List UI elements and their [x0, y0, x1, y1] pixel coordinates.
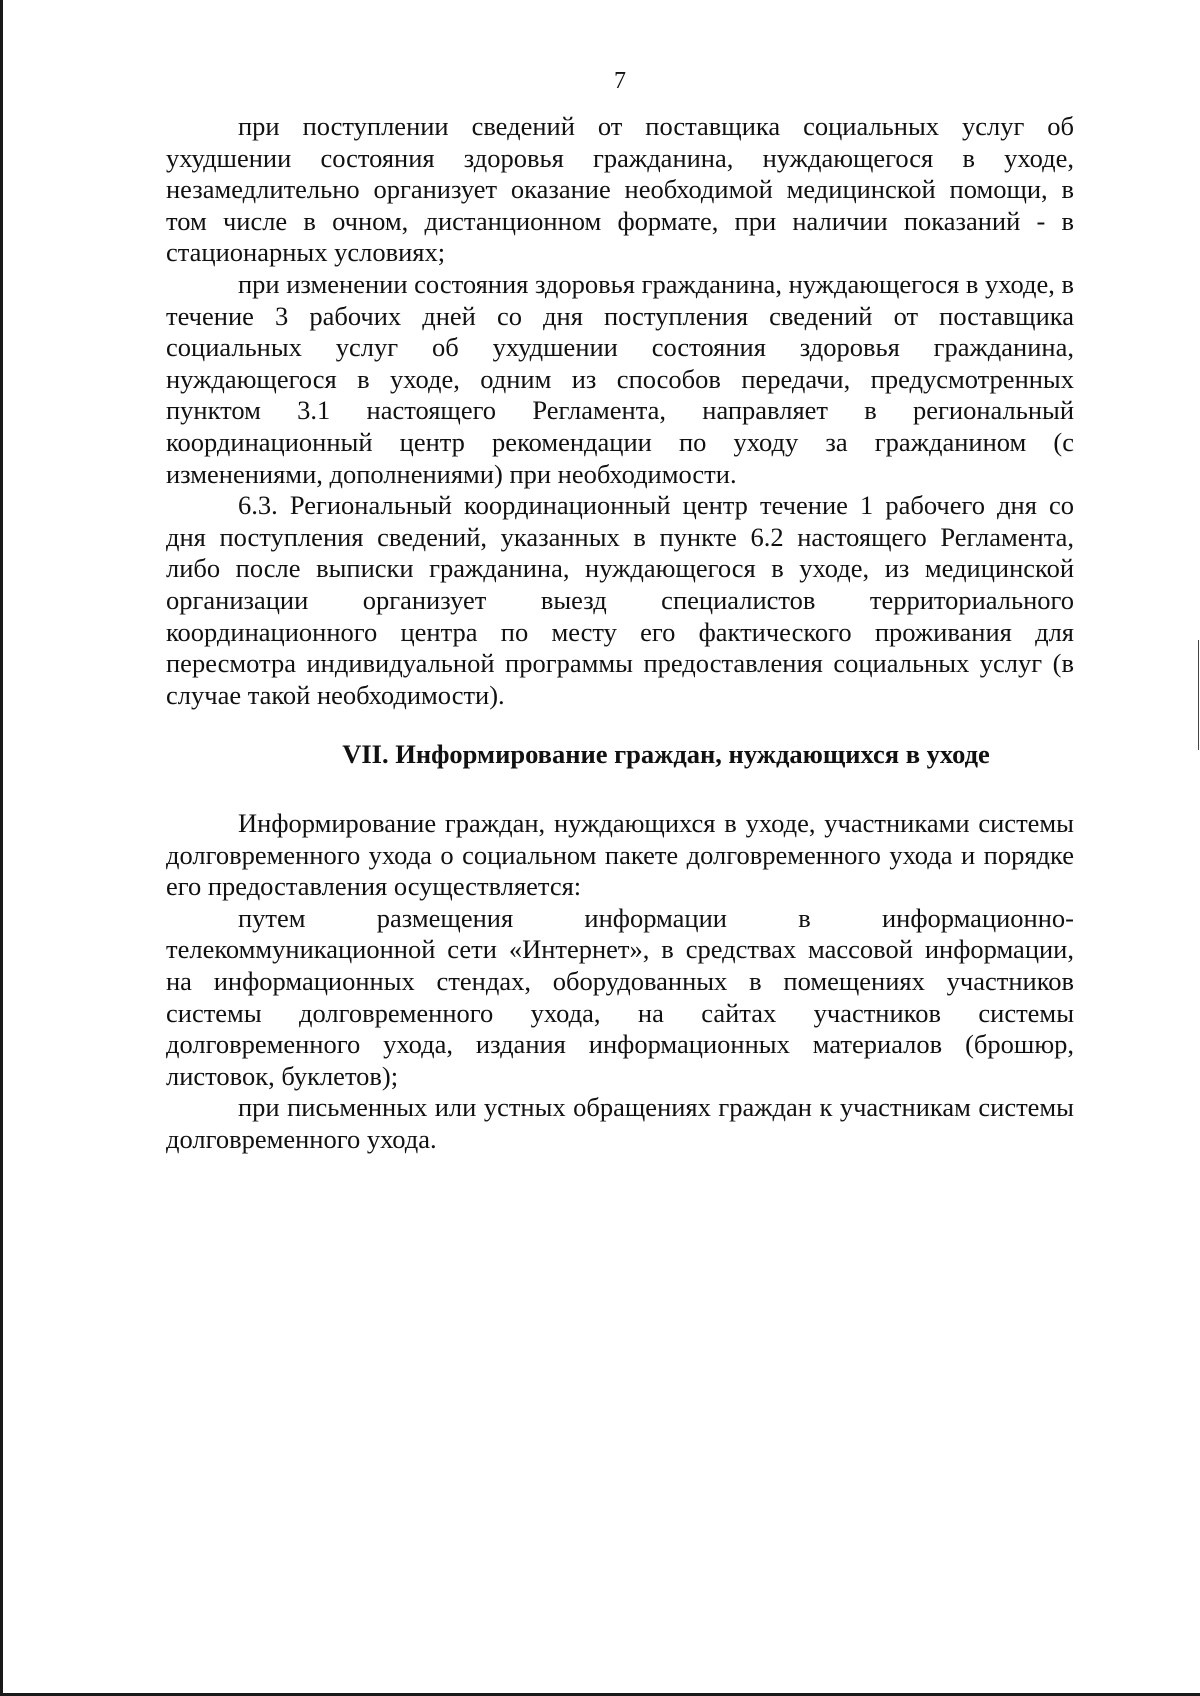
section-heading: VII. Информирование граждан, нуждающихся в уходе	[342, 739, 990, 769]
paragraph: путем размещения информации в информационно-телекоммуникационной сети «Интернет», в средствах массовой информации, на информационных стендах, оборудованных в помещениях участников системы долговременного ухода, на сайтах участников системы долговременного ухода, издания информационных материалов (брошюр, листовок, буклетов);	[166, 902, 1074, 1091]
paragraph: 6.3. Региональный координационный центр течение 1 рабочего дня со дня поступления сведений, указанных в пункте 6.2 настоящего Регламента, либо после выписки гражданина, нуждающегося в уходе, из медицинской организации организует выезд специалистов территориального координационного центра по месту его фактического проживания для пересмотра индивидуальной программы предоставления социальных услуг (в случае такой необходимости).	[166, 490, 1074, 710]
scan-edge-mark	[1198, 640, 1199, 750]
page-number: 7	[614, 68, 626, 94]
section-6-text	[166, 111, 1074, 711]
section-7-text	[166, 808, 1074, 1156]
paragraph: при изменении состояния здоровья гражданина, нуждающегося в уходе, в течение 3 рабочих дней со дня поступления сведений от поставщика социальных услуг об ухудшении состояния здоровья гражданина, нуждающегося в уходе, одним из способов передачи, предусмотренных пунктом 3.1 настоящего Регламента, направляет в региональный координационный центр рекомендации по уходу за гражданином (с изменениями, дополнениями) при необходимости.	[166, 268, 1074, 489]
paragraph: Информирование граждан, нуждающихся в уходе, участниками системы долговременного ухода о социальном пакете долговременного ухода и порядке его предоставления осуществляется:	[166, 808, 1074, 902]
paragraph: при письменных или устных обращениях граждан к участникам системы долговременного ухода.	[166, 1092, 1074, 1154]
scan-left-border	[0, 0, 3, 1696]
paragraph: при поступлении сведений от поставщика социальных услуг об ухудшении состояния здоровья гражданина, нуждающегося в уходе, незамедлительно организует оказание необходимой медицинской помощи, в том числе в очном, дистанционном формате, при наличии показаний - в стационарных условиях;	[166, 111, 1074, 268]
